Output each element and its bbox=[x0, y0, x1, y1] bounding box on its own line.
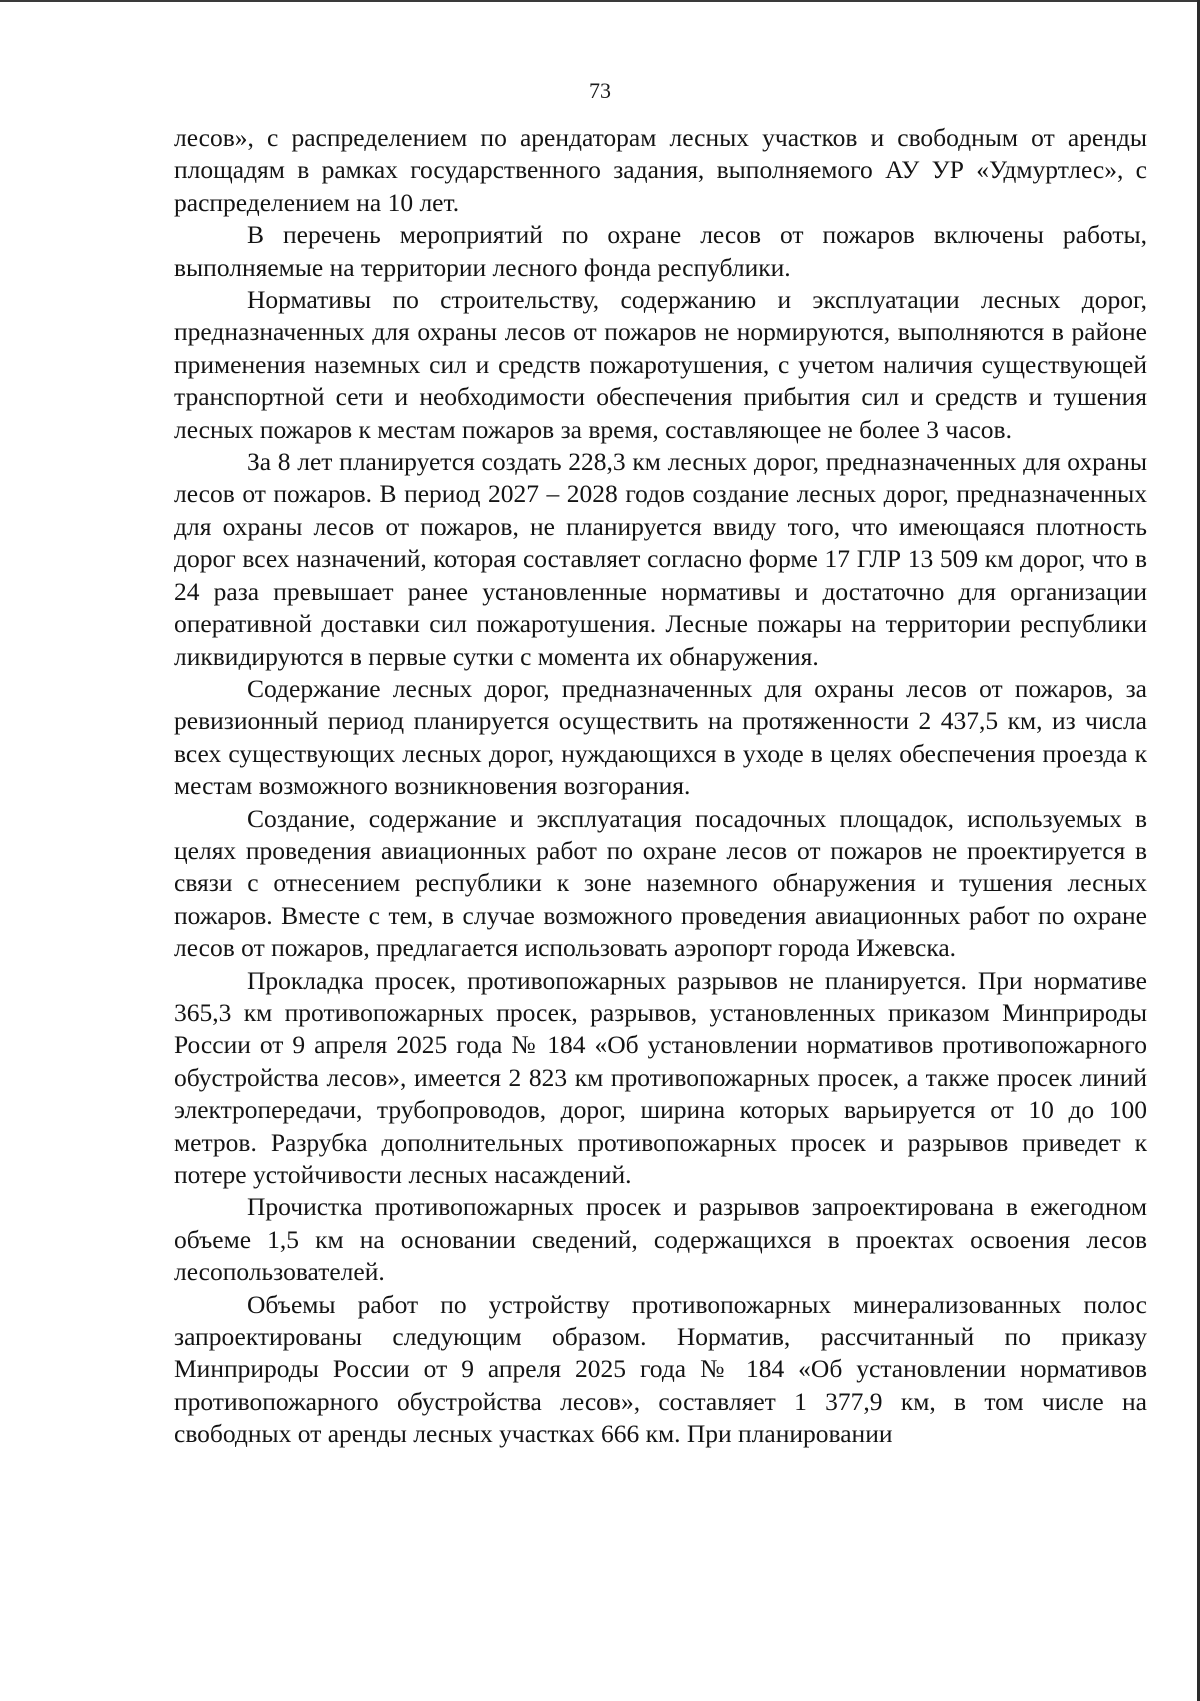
paragraph-6: Создание, содержание и эксплуатация посадочных площадок, используемых в целях проведения авиационных работ по охране лесов от пожаров не проектируется в связи с отнесением республики к зоне наземного обнаружения и тушения лесных пожаров. Вместе с тем, в случае возможного проведения авиационных работ по охране лесов от пожаров, предлагается использовать аэропорт города Ижевска. bbox=[174, 803, 1147, 963]
scan-edge-top bbox=[0, 0, 1200, 2]
paragraph-4: За 8 лет планируется создать 228,3 км лесных дорог, предназначенных для охраны лесов от пожаров. В период 2027 – 2028 годов создание лесных дорог, предназначенных для охраны лесов от пожаров, не планируется ввиду того, что имеющаяся плотность дорог всех назначений, которая составляет согласно форме 17 ГЛР 13 509 км дорог, что в 24 раза превышает ранее установленные нормативы и достаточно для организации оперативной доставки сил пожаротушения. Лесные пожары на территории республики ликвидируются в первые сутки с момента их обнаружения. bbox=[174, 447, 1147, 671]
paragraph-3: Нормативы по строительству, содержанию и эксплуатации лесных дорог, предназначенных для охраны лесов от пожаров не нормируются, выполняются в районе применения наземных сил и средств пожаротушения, с учетом наличия существующей транспортной сети и необходимости обеспечения прибытия сил и средств и тушения лесных пожаров к местам пожаров за время, составляющее не более 3 часов. bbox=[174, 285, 1147, 444]
paragraph-9: Объемы работ по устройству противопожарных минерализованных полос запроектированы следующим образом. Норматив, рассчитанный по приказу Минприроды России от 9 апреля 2025 года № 184 «Об установлении нормативов противопожарного обустройства лесов», составляет 1 377,9 км, в том числе на свободных от аренды лесных участках 666 км. При планировании bbox=[174, 1289, 1147, 1449]
paragraph-8: Прочистка противопожарных просек и разрывов запроектирована в ежегодном объеме 1,5 км на основании сведений, содержащихся в проектах освоения лесов лесопользователей. bbox=[174, 1192, 1147, 1287]
page-number: 73 bbox=[589, 78, 611, 103]
paragraph-5: Содержание лесных дорог, предназначенных для охраны лесов от пожаров, за ревизионный период планируется осуществить на протяженности 2 437,5 км, из числа всех существующих лесных дорог, нуждающихся в уходе в целях обеспечения проезда к местам возможного возникновения возгорания. bbox=[174, 673, 1147, 801]
paragraph-2: В перечень мероприятий по охране лесов от пожаров включены работы, выполняемые на территории лесного фонда республики. bbox=[174, 220, 1147, 282]
paragraph-7: Прокладка просек, противопожарных разрывов не планируется. При нормативе 365,3 км противопожарных просек, разрывов, установленных приказом Минприроды России от 9 апреля 2025 года № 184 «Об установлении нормативов противопожарного обустройства лесов», имеется 2 823 км противопожарных просек, а также просек линий электропередачи, трубопроводов, дорог, ширина которых варьируется от 10 до 100 метров. Разрубка дополнительных противопожарных просек и разрывов приведет к потере устойчивости лесных насаждений. bbox=[174, 965, 1147, 1189]
body-text bbox=[174, 122, 1147, 1451]
paragraph-1: лесов», с распределением по арендаторам лесных участков и свободным от аренды площадям в рамках государственного задания, выполняемого АУ УР «Удмуртлес», с распределением на 10 лет. bbox=[174, 123, 1147, 217]
